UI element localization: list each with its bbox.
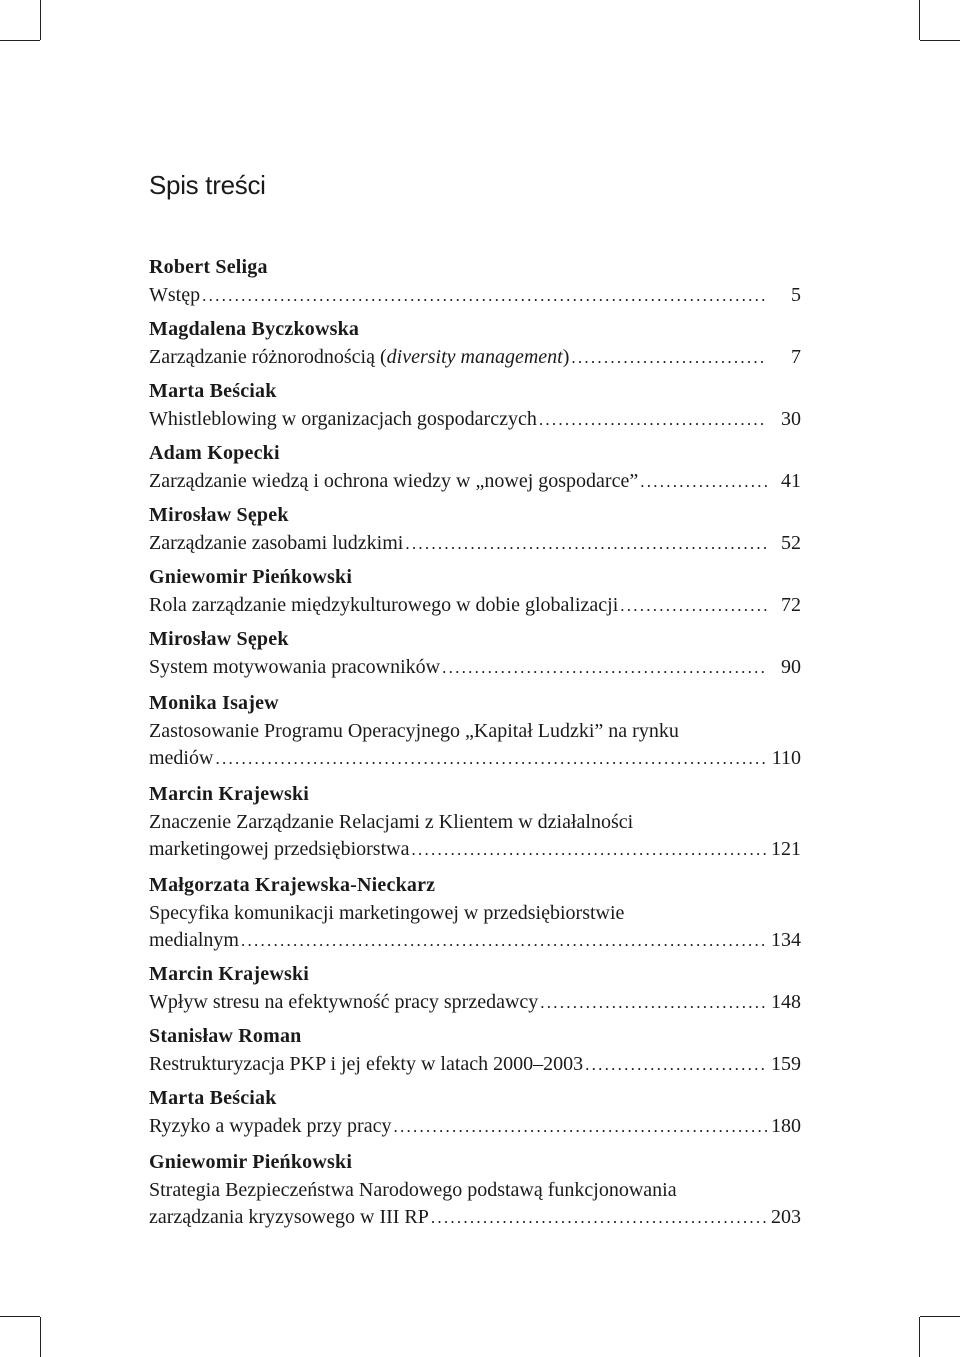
toc-page-number: 7 [791,346,801,368]
toc-page-number: 180 [771,1115,801,1137]
toc-title: Rola zarządzanie międzykulturowego w dobie globalizacji [149,594,619,616]
italic-term: diversity management [386,346,563,368]
toc-title-line: Specyfika komunikacji marketingowej w przedsiębiorstwie [149,902,625,924]
toc-author: Robert Seliga [149,256,268,278]
toc-title-with-page [149,406,801,433]
toc-author: Mirosław Sępek [149,628,289,650]
toc-title-with-page [149,468,801,495]
toc-author: Marcin Krajewski [149,783,310,805]
toc-title-with-page [149,836,801,863]
toc-page-number: 72 [781,594,801,616]
toc-dot-leader [571,344,767,371]
toc-dot-leader [539,406,767,433]
toc-title: Ryzyko a wypadek przy pracy [149,1115,392,1137]
toc-title-with-page [149,592,801,619]
toc-dot-leader [585,1051,767,1078]
toc-page-number: 30 [781,408,801,430]
crop-mark-bottom-left [40,1317,41,1357]
toc-author: Magdalena Byczkowska [149,318,360,340]
toc-title-with-page [149,927,801,954]
toc-entry-11[interactable] [149,959,801,1016]
toc-dot-leader [640,468,767,495]
toc-author: Marta Beściak [149,380,277,402]
toc-page-number: 203 [771,1206,801,1228]
toc-page-number: 148 [771,991,801,1013]
toc-title-with-page [149,530,801,557]
crop-mark-top-left-h [0,40,40,41]
crop-mark-top-left [40,0,41,40]
crop-mark-bottom-right [919,1317,920,1357]
toc-title-with-page [149,1051,801,1078]
toc-author: Monika Isajew [149,692,279,714]
toc-dot-leader [202,282,767,309]
toc-title-with-page [149,344,801,371]
toc-author: Małgorzata Krajewska-Nieckarz [149,874,436,896]
toc-author: Stanisław Roman [149,1025,302,1047]
toc-dot-leader [620,592,767,619]
toc-dot-leader [393,1113,767,1140]
toc-page-number: 5 [791,284,801,306]
toc-title-with-page [149,282,801,309]
page-title: Spis treści [149,170,266,200]
toc-entry-3[interactable] [149,376,801,433]
toc-entry-2[interactable] [149,314,801,371]
toc-title-line: Zastosowanie Programu Operacyjnego „Kapitał Ludzki” na rynku [149,720,679,742]
toc-page-number: 159 [771,1053,801,1075]
toc-page-number: 41 [781,470,801,492]
toc-author: Gniewomir Pieńkowski [149,1151,353,1173]
toc-author: Adam Kopecki [149,442,280,464]
toc-entry-14[interactable] [149,1147,801,1231]
toc-entry-1[interactable] [149,252,801,309]
toc-title: Zarządzanie różnorodnością (diversity management) [149,346,570,368]
toc-entry-8[interactable] [149,688,801,772]
toc-entry-5[interactable] [149,500,801,557]
toc-entry-10[interactable] [149,870,801,954]
toc-page-number: 52 [781,532,801,554]
toc-title-with-page [149,745,801,772]
toc-title: medialnym [149,929,239,951]
toc-entry-4[interactable] [149,438,801,495]
toc-title: Zarządzanie zasobami ludzkimi [149,532,404,554]
toc-page-number: 90 [781,656,801,678]
toc-title-with-page [149,1204,801,1231]
toc-dot-leader [241,927,767,954]
toc-page-number: 134 [771,929,801,951]
toc-author: Marcin Krajewski [149,963,310,985]
toc-title: Zarządzanie wiedzą i ochrona wiedzy w „nowej gospodarce” [149,470,639,492]
toc-title-line: Znaczenie Zarządzanie Relacjami z Klientem w działalności [149,811,634,833]
toc-author: Gniewomir Pieńkowski [149,566,353,588]
crop-mark-bottom-right-h [920,1316,960,1317]
table-of-contents [149,252,801,1231]
toc-title: marketingowej przedsiębiorstwa [149,838,410,860]
toc-entry-12[interactable] [149,1021,801,1078]
toc-title: Wpływ stresu na efektywność pracy sprzedawcy [149,991,539,1013]
toc-title: zarządzania kryzysowego w III RP [149,1206,429,1228]
crop-mark-bottom-left-h [0,1316,40,1317]
toc-title: Restrukturyzacja PKP i jej efekty w latach 2000–2003 [149,1053,584,1075]
toc-title: Whistleblowing w organizacjach gospodarczych [149,408,537,430]
toc-author: Mirosław Sępek [149,504,289,526]
toc-title: mediów [149,747,214,769]
toc-page-number: 110 [771,747,801,769]
toc-entry-7[interactable] [149,624,801,681]
toc-dot-leader [215,745,767,772]
toc-entry-13[interactable] [149,1083,801,1140]
toc-dot-leader [405,530,767,557]
toc-dot-leader [540,989,767,1016]
toc-title-with-page [149,654,801,681]
toc-page-number: 121 [771,838,801,860]
toc-title: Wstęp [149,284,201,306]
toc-dot-leader [411,836,767,863]
toc-dot-leader [431,1204,767,1231]
toc-author: Marta Beściak [149,1087,277,1109]
toc-title-line: Strategia Bezpieczeństwa Narodowego podstawą funkcjonowania [149,1179,677,1201]
toc-entry-9[interactable] [149,779,801,863]
toc-entry-6[interactable] [149,562,801,619]
toc-title: System motywowania pracowników [149,656,441,678]
toc-dot-leader [442,654,767,681]
crop-mark-top-right [919,0,920,40]
crop-mark-top-right-h [920,40,960,41]
toc-title-with-page [149,989,801,1016]
toc-title-with-page [149,1113,801,1140]
